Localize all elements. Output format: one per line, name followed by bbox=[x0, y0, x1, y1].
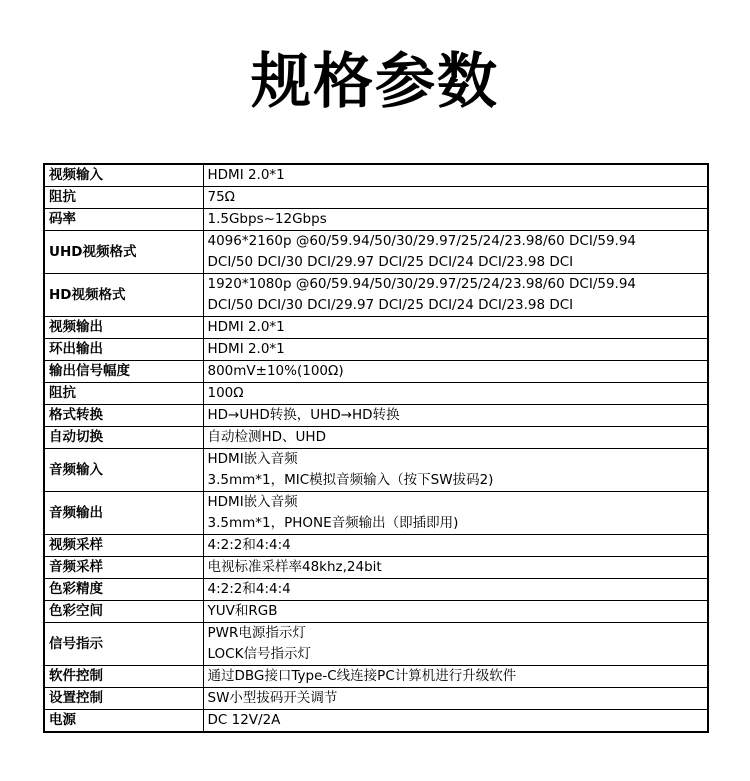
spec-value bbox=[203, 492, 708, 535]
spec-row bbox=[44, 231, 708, 274]
spec-value-line: HDMI 2.0*1 bbox=[207, 341, 285, 357]
spec-value bbox=[203, 339, 708, 361]
spec-value bbox=[203, 405, 708, 427]
spec-label: UHD视频格式 bbox=[44, 231, 203, 274]
spec-row bbox=[44, 688, 708, 710]
spec-value-line: LOCK信号指示灯 bbox=[207, 646, 311, 662]
spec-value-line: 通过DBG接口Type-C线连接PC计算机进行升级软件 bbox=[207, 668, 517, 684]
spec-label: 设置控制 bbox=[44, 688, 203, 710]
spec-value-line: PWR电源指示灯 bbox=[207, 625, 306, 641]
spec-label: HD视频格式 bbox=[44, 274, 203, 317]
spec-value-line: DC 12V/2A bbox=[207, 712, 281, 728]
spec-value bbox=[203, 317, 708, 339]
spec-table bbox=[43, 163, 709, 733]
spec-value-line: 3.5mm*1，MIC模拟音频输入（按下SW拔码2) bbox=[207, 472, 494, 488]
spec-label: 信号指示 bbox=[44, 623, 203, 666]
spec-value-line: 4096*2160p @60/59.94/50/30/29.97/25/24/23.98/60 DCI/59.94 bbox=[207, 233, 637, 249]
spec-label: 视频输出 bbox=[44, 317, 203, 339]
spec-row bbox=[44, 623, 708, 666]
spec-value bbox=[203, 710, 708, 733]
spec-row bbox=[44, 274, 708, 317]
spec-label: 格式转换 bbox=[44, 405, 203, 427]
spec-value bbox=[203, 187, 708, 209]
spec-row bbox=[44, 449, 708, 492]
spec-value-line: 电视标准采样率48khz,24bit bbox=[207, 559, 382, 575]
spec-value bbox=[203, 623, 708, 666]
spec-row bbox=[44, 427, 708, 449]
spec-row bbox=[44, 209, 708, 231]
spec-table-body bbox=[44, 164, 708, 732]
spec-label: 软件控制 bbox=[44, 666, 203, 688]
spec-value bbox=[203, 164, 708, 187]
spec-label: 码率 bbox=[44, 209, 203, 231]
spec-value-line: 4:2:2和4:4:4 bbox=[207, 537, 291, 553]
spec-row bbox=[44, 666, 708, 688]
page-title: 规格参数 bbox=[251, 47, 499, 117]
spec-value-line: 1.5Gbps~12Gbps bbox=[207, 211, 327, 227]
spec-row bbox=[44, 405, 708, 427]
spec-value-line: HDMI 2.0*1 bbox=[207, 319, 285, 335]
spec-label: 阻抗 bbox=[44, 187, 203, 209]
spec-row bbox=[44, 557, 708, 579]
spec-value bbox=[203, 449, 708, 492]
spec-value-line: 800mV±10%(100Ω) bbox=[207, 363, 344, 379]
spec-row bbox=[44, 339, 708, 361]
spec-value-line: DCI/50 DCI/30 DCI/29.97 DCI/25 DCI/24 DCI/23.98 DCI bbox=[207, 297, 574, 313]
spec-label: 输出信号幅度 bbox=[44, 361, 203, 383]
spec-value bbox=[203, 361, 708, 383]
spec-value bbox=[203, 688, 708, 710]
spec-row bbox=[44, 187, 708, 209]
spec-row bbox=[44, 492, 708, 535]
spec-row bbox=[44, 383, 708, 405]
spec-label: 阻抗 bbox=[44, 383, 203, 405]
spec-value-line: HDMI嵌入音频 bbox=[207, 451, 298, 467]
spec-label: 色彩精度 bbox=[44, 579, 203, 601]
spec-value-line: 1920*1080p @60/59.94/50/30/29.97/25/24/23.98/60 DCI/59.94 bbox=[207, 276, 637, 292]
spec-label: 自动切换 bbox=[44, 427, 203, 449]
spec-value-line: YUV和RGB bbox=[207, 603, 278, 619]
spec-label: 音频输出 bbox=[44, 492, 203, 535]
spec-value-line: HD→UHD转换，UHD→HD转换 bbox=[207, 407, 400, 423]
spec-label: 色彩空间 bbox=[44, 601, 203, 623]
spec-label: 电源 bbox=[44, 710, 203, 733]
spec-row bbox=[44, 361, 708, 383]
spec-value-line: 3.5mm*1，PHONE音频输出（即插即用) bbox=[207, 515, 459, 531]
spec-value bbox=[203, 427, 708, 449]
spec-value-line: 自动检测HD、UHD bbox=[207, 429, 326, 445]
spec-value bbox=[203, 535, 708, 557]
spec-row bbox=[44, 579, 708, 601]
spec-value-line: SW小型拔码开关调节 bbox=[207, 690, 338, 706]
spec-value bbox=[203, 601, 708, 623]
spec-row bbox=[44, 535, 708, 557]
spec-value bbox=[203, 383, 708, 405]
spec-label: 视频输入 bbox=[44, 164, 203, 187]
spec-row bbox=[44, 710, 708, 733]
spec-label: 音频输入 bbox=[44, 449, 203, 492]
spec-value-line: 4:2:2和4:4:4 bbox=[207, 581, 291, 597]
spec-value bbox=[203, 231, 708, 274]
spec-value bbox=[203, 579, 708, 601]
spec-value bbox=[203, 209, 708, 231]
spec-value-line: DCI/50 DCI/30 DCI/29.97 DCI/25 DCI/24 DCI/23.98 DCI bbox=[207, 254, 574, 270]
spec-value bbox=[203, 666, 708, 688]
spec-value bbox=[203, 274, 708, 317]
spec-row bbox=[44, 164, 708, 187]
spec-row bbox=[44, 601, 708, 623]
spec-value-line: 75Ω bbox=[207, 189, 235, 205]
spec-value-line: HDMI 2.0*1 bbox=[207, 167, 285, 183]
spec-value-line: HDMI嵌入音频 bbox=[207, 494, 298, 510]
spec-value-line: 100Ω bbox=[207, 385, 244, 401]
spec-value bbox=[203, 557, 708, 579]
spec-label: 环出输出 bbox=[44, 339, 203, 361]
spec-label: 视频采样 bbox=[44, 535, 203, 557]
spec-label: 音频采样 bbox=[44, 557, 203, 579]
spec-row bbox=[44, 317, 708, 339]
